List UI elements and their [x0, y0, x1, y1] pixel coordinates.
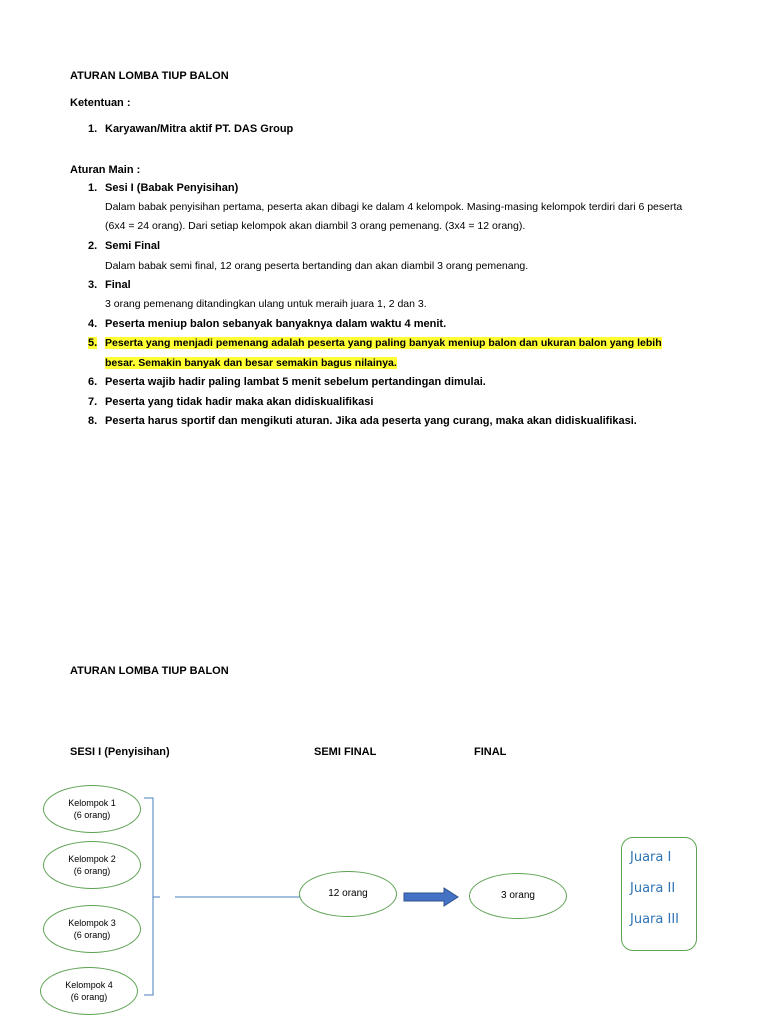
- group-name: Kelompok 4: [65, 980, 113, 990]
- list-number: 1.: [88, 182, 98, 194]
- list-item-desc: Dalam babak penyisihan pertama, peserta akan dibagi ke dalam 4 kelompok. Masing-masing kelompok terdiri dari 6 peserta: [105, 201, 683, 213]
- list-number: 3.: [88, 279, 98, 291]
- group-node: [43, 841, 141, 889]
- group-name: Kelompok 1: [68, 798, 116, 808]
- semi-final-node: [299, 871, 397, 917]
- list-number: 6.: [88, 376, 98, 388]
- group-name: Kelompok 2: [68, 854, 116, 864]
- list-item: Peserta harus sportif dan mengikuti aturan. Jika ada peserta yang curang, maka akan didiskualifikasi.: [105, 415, 637, 427]
- list-number: 7.: [88, 396, 98, 408]
- bracket-line: [144, 798, 153, 995]
- winner-1-label: Juara I: [630, 850, 672, 865]
- group-node: [43, 785, 141, 833]
- arrow-icon: [404, 888, 458, 906]
- group-count: (6 orang): [73, 930, 111, 940]
- list-item: Peserta meniup balon sebanyak banyaknya dalam waktu 4 menit.: [105, 318, 447, 330]
- group-node: [43, 905, 141, 953]
- list-item-highlighted: Peserta yang menjadi pemenang adalah peserta yang paling banyak meniup balon dan ukuran balon yang lebih: [105, 337, 662, 349]
- group-name: Kelompok 3: [68, 918, 116, 928]
- col-header-sesi: SESI I (Penyisihan): [70, 746, 170, 758]
- list-number: 2.: [88, 240, 98, 252]
- list-item: Peserta wajib hadir paling lambat 5 menit sebelum pertandingan dimulai.: [105, 376, 486, 388]
- list-item: Peserta yang tidak hadir maka akan didiskualifikasi: [105, 396, 374, 408]
- list-number: 4.: [88, 318, 98, 330]
- ketentuan-label: Ketentuan :: [70, 97, 131, 109]
- list-number-highlighted: 5.: [88, 337, 98, 349]
- winner-3-label: Juara III: [630, 912, 679, 927]
- list-item-desc: Dalam babak semi final, 12 orang peserta bertanding dan akan diambil 3 orang pemenang.: [105, 260, 529, 272]
- group-count: (6 orang): [70, 992, 108, 1002]
- list-item-highlighted: besar. Semakin banyak dan besar semakin bagus nilainya.: [105, 357, 397, 369]
- page-title: ATURAN LOMBA TIUP BALON: [70, 70, 229, 82]
- aturan-main-label: Aturan Main :: [70, 164, 141, 176]
- bracket-page-title: ATURAN LOMBA TIUP BALON: [70, 665, 229, 677]
- list-number: 1.: [88, 123, 98, 135]
- list-item-desc: (6x4 = 24 orang). Dari setiap kelompok akan diambil 3 orang pemenang. (3x4 = 12 orang).: [105, 220, 526, 232]
- list-item-title: Semi Final: [105, 240, 161, 252]
- winner-2-label: Juara II: [630, 881, 676, 896]
- semi-final-count: 12 orang: [328, 888, 368, 899]
- list-item: Karyawan/Mitra aktif PT. DAS Group: [105, 123, 294, 135]
- group-count: (6 orang): [73, 866, 111, 876]
- list-item-title: Sesi I (Babak Penyisihan): [105, 182, 239, 194]
- final-node: [469, 873, 567, 919]
- list-number: 8.: [88, 415, 98, 427]
- group-node: [40, 967, 138, 1015]
- list-item-title: Final: [105, 279, 131, 291]
- col-header-semi-final: SEMI FINAL: [314, 746, 377, 758]
- group-count: (6 orang): [73, 810, 111, 820]
- col-header-final: FINAL: [474, 746, 507, 758]
- final-count: 3 orang: [501, 890, 535, 901]
- list-item-desc: 3 orang pemenang ditandingkan ulang untuk meraih juara 1, 2 dan 3.: [105, 298, 427, 310]
